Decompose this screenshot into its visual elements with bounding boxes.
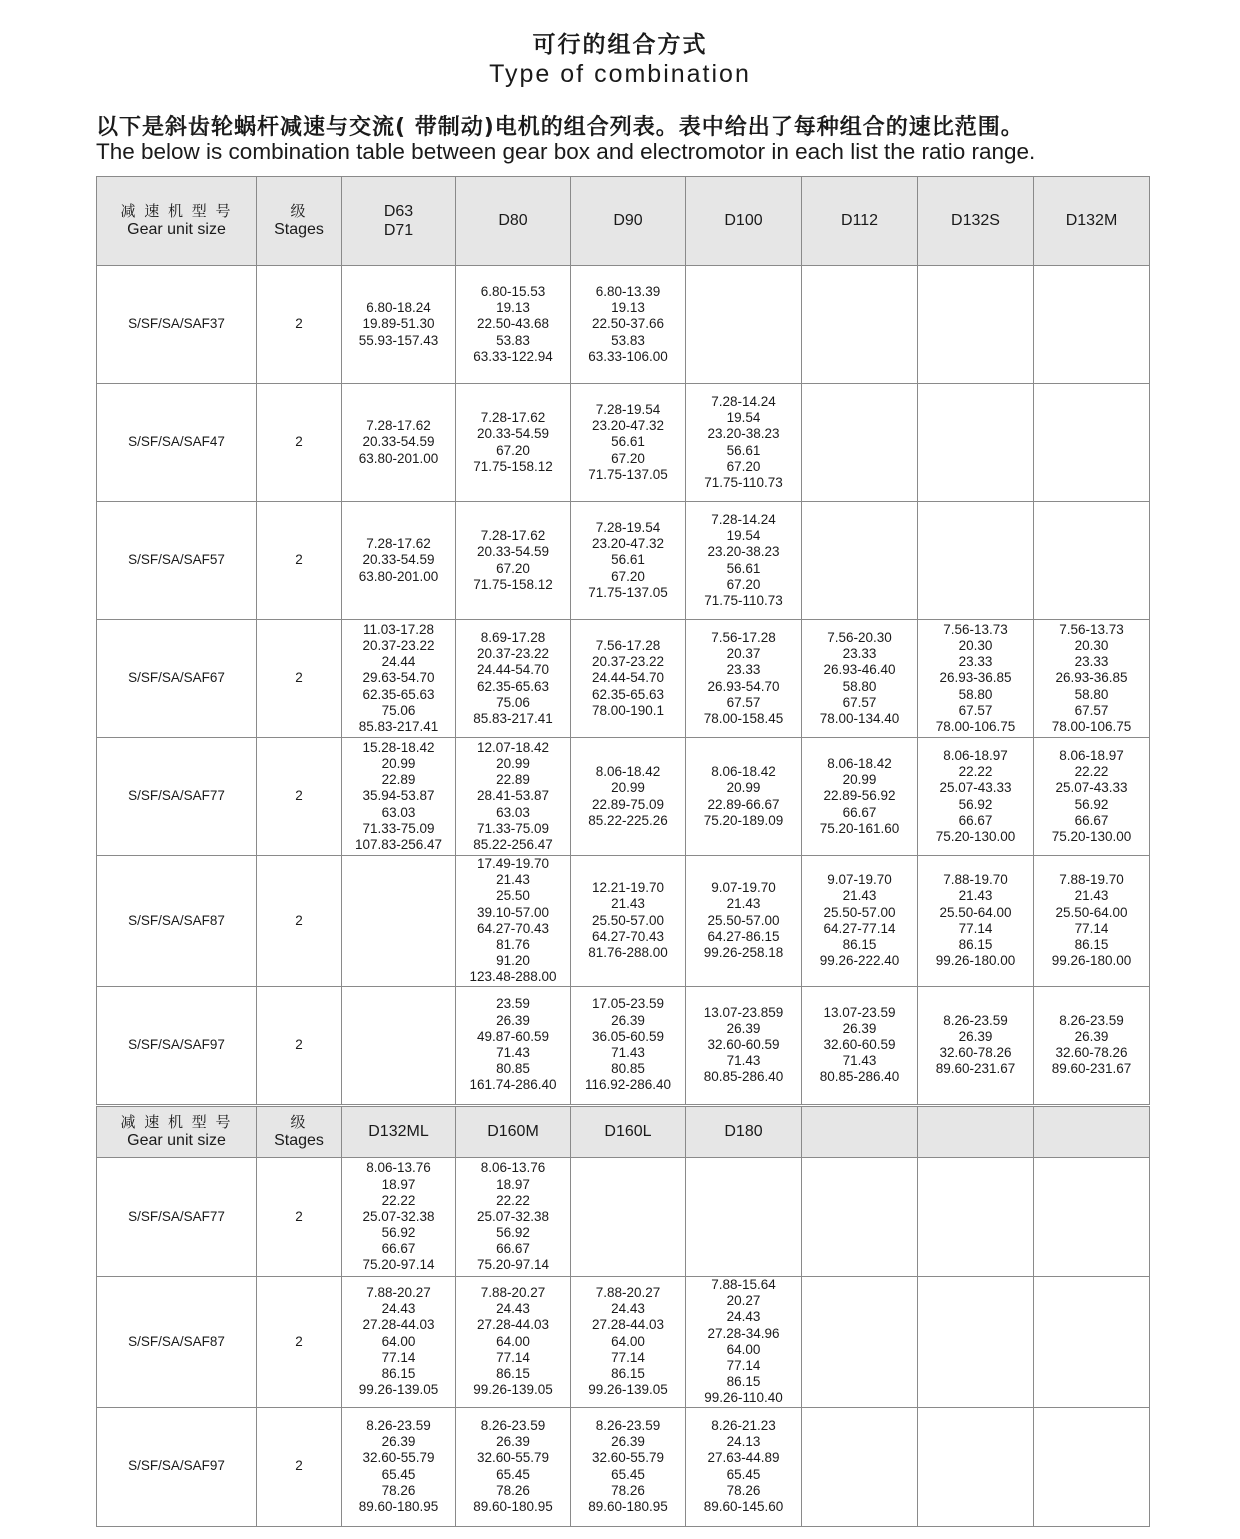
ratio-cell: 7.28-17.62 20.33-54.59 67.20 71.75-158.12: [456, 384, 571, 502]
gear-unit-cell: S/SF/SA/SAF37: [97, 266, 257, 384]
stages-cell: 2: [257, 620, 342, 738]
ratio-cell: 9.07-19.70 21.43 25.50-57.00 64.27-77.14 86.15 99.26-222.40: [802, 856, 918, 987]
gear-unit-cell: S/SF/SA/SAF97: [97, 1407, 257, 1526]
ratio-cell: [686, 1158, 802, 1277]
stages-cell: 2: [257, 986, 342, 1104]
page-title-cn: 可行的组合方式: [532, 32, 708, 58]
gear-unit-cell: S/SF/SA/SAF97: [97, 986, 257, 1104]
stages-cell: 2: [257, 502, 342, 620]
ratio-cell: 8.26-23.59 26.39 32.60-78.26 89.60-231.67: [1034, 986, 1150, 1104]
ratio-cell: 11.03-17.28 20.37-23.22 24.44 29.63-54.70 62.35-65.63 75.06 85.83-217.41: [342, 620, 456, 738]
ratio-cell: 12.07-18.42 20.99 22.89 28.41-53.87 63.03 71.33-75.09 85.22-256.47: [456, 738, 571, 856]
ratio-cell: 6.80-18.24 19.89-51.30 55.93-157.43: [342, 266, 456, 384]
ratio-cell: 7.88-19.70 21.43 25.50-64.00 77.14 86.15 99.26-180.00: [1034, 856, 1150, 987]
gear-unit-cell: S/SF/SA/SAF47: [97, 384, 257, 502]
ratio-cell: [342, 986, 456, 1104]
ratio-cell: 8.26-23.59 26.39 32.60-55.79 65.45 78.26 89.60-180.95: [571, 1407, 686, 1526]
ratio-cell: [1034, 1277, 1150, 1408]
ratio-cell: [918, 1407, 1034, 1526]
table-row: [97, 502, 1150, 620]
stages-header-cn: 级: [290, 202, 308, 221]
ratio-cell: [802, 1407, 918, 1526]
ratio-cell: [918, 384, 1034, 502]
ratio-cell: 8.26-21.23 24.13 27.63-44.89 65.45 78.26 89.60-145.60: [686, 1407, 802, 1526]
ratio-cell: [802, 266, 918, 384]
ratio-cell: 7.56-13.73 20.30 23.33 26.93-36.85 58.80 67.57 78.00-106.75: [918, 620, 1034, 738]
ratio-cell: 6.80-13.39 19.13 22.50-37.66 53.83 63.33-106.00: [571, 266, 686, 384]
stages-cell: 2: [257, 384, 342, 502]
gear-unit-size-header: [97, 1107, 257, 1158]
ratio-cell: 7.56-20.30 23.33 26.93-46.40 58.80 67.57 78.00-134.40: [802, 620, 918, 738]
table-header-row: [97, 1107, 1150, 1158]
gear-unit-cell: S/SF/SA/SAF87: [97, 856, 257, 987]
ratio-cell: 7.28-17.62 20.33-54.59 67.20 71.75-158.12: [456, 502, 571, 620]
stages-header: [257, 177, 342, 266]
stages-header-cn: 级: [290, 1113, 308, 1132]
ratio-cell: 8.06-18.42 20.99 22.89-75.09 85.22-225.26: [571, 738, 686, 856]
motor-header: D80: [456, 177, 571, 266]
ratio-cell: 13.07-23.59 26.39 32.60-60.59 71.43 80.85-286.40: [802, 986, 918, 1104]
motor-header: D160L: [571, 1107, 686, 1158]
ratio-cell: [918, 502, 1034, 620]
ratio-cell: 15.28-18.42 20.99 22.89 35.94-53.87 63.03 71.33-75.09 107.83-256.47: [342, 738, 456, 856]
ratio-cell: 7.28-17.62 20.33-54.59 63.80-201.00: [342, 384, 456, 502]
ratio-cell: 8.06-13.76 18.97 22.22 25.07-32.38 56.92 66.67 75.20-97.14: [342, 1158, 456, 1277]
ratio-cell: [1034, 502, 1150, 620]
stages-header-en: Stages: [274, 221, 324, 239]
intro-text-en: The below is combination table between gear box and electromotor in each list the ratio range.: [96, 139, 1036, 164]
ratio-cell: 9.07-19.70 21.43 25.50-57.00 64.27-86.15 99.26-258.18: [686, 856, 802, 987]
ratio-cell: [1034, 1158, 1150, 1277]
gear-unit-cell: S/SF/SA/SAF87: [97, 1277, 257, 1408]
gear-unit-size-header-en: Gear unit size: [127, 221, 226, 239]
motor-header: [918, 1107, 1034, 1158]
motor-header: D132ML: [342, 1107, 456, 1158]
combination-table-1: [96, 176, 1150, 1105]
ratio-cell: 7.56-13.73 20.30 23.33 26.93-36.85 58.80 67.57 78.00-106.75: [1034, 620, 1150, 738]
ratio-cell: 7.28-14.24 19.54 23.20-38.23 56.61 67.20 71.75-110.73: [686, 502, 802, 620]
stages-cell: 2: [257, 738, 342, 856]
page-title-en: Type of combination: [489, 60, 751, 88]
ratio-cell: 13.07-23.859 26.39 32.60-60.59 71.43 80.85-286.40: [686, 986, 802, 1104]
ratio-cell: [1034, 1407, 1150, 1526]
gear-unit-cell: S/SF/SA/SAF57: [97, 502, 257, 620]
ratio-cell: [918, 1277, 1034, 1408]
ratio-cell: [571, 1158, 686, 1277]
ratio-cell: 8.69-17.28 20.37-23.22 24.44-54.70 62.35-65.63 75.06 85.83-217.41: [456, 620, 571, 738]
table-row: [97, 738, 1150, 856]
motor-header: D132M: [1034, 177, 1150, 266]
gear-unit-size-header-cn: 减 速 机 型 号: [120, 202, 233, 221]
ratio-cell: [686, 266, 802, 384]
ratio-cell: 8.26-23.59 26.39 32.60-55.79 65.45 78.26 89.60-180.95: [456, 1407, 571, 1526]
ratio-cell: [802, 384, 918, 502]
combination-table-2: [96, 1106, 1150, 1527]
motor-header: [1034, 1107, 1150, 1158]
stages-cell: 2: [257, 1277, 342, 1408]
ratio-cell: 7.56-17.28 20.37 23.33 26.93-54.70 67.57 78.00-158.45: [686, 620, 802, 738]
gear-unit-size-header-cn: 减 速 机 型 号: [120, 1113, 233, 1132]
ratio-cell: 7.88-15.64 20.27 24.43 27.28-34.96 64.00 77.14 86.15 99.26-110.40: [686, 1277, 802, 1408]
ratio-cell: 8.06-18.97 22.22 25.07-43.33 56.92 66.67 75.20-130.00: [918, 738, 1034, 856]
gear-unit-cell: S/SF/SA/SAF67: [97, 620, 257, 738]
ratio-cell: 7.56-17.28 20.37-23.22 24.44-54.70 62.35-65.63 78.00-190.1: [571, 620, 686, 738]
ratio-cell: 7.28-14.24 19.54 23.20-38.23 56.61 67.20 71.75-110.73: [686, 384, 802, 502]
gear-unit-cell: S/SF/SA/SAF77: [97, 738, 257, 856]
ratio-cell: 7.28-19.54 23.20-47.32 56.61 67.20 71.75-137.05: [571, 384, 686, 502]
ratio-cell: 23.59 26.39 49.87-60.59 71.43 80.85 161.74-286.40: [456, 986, 571, 1104]
ratio-cell: [802, 1277, 918, 1408]
table-row: [97, 1277, 1150, 1408]
ratio-cell: [802, 1158, 918, 1277]
table-row: [97, 986, 1150, 1104]
ratio-cell: 7.88-19.70 21.43 25.50-64.00 77.14 86.15 99.26-180.00: [918, 856, 1034, 987]
ratio-cell: [802, 502, 918, 620]
ratio-cell: 8.26-23.59 26.39 32.60-55.79 65.45 78.26 89.60-180.95: [342, 1407, 456, 1526]
intro-text-cn: 以下是斜齿轮蜗杆减速与交流( 带制动)电机的组合列表。表中给出了每种组合的速比范围。: [96, 115, 1024, 140]
stages-cell: 2: [257, 1407, 342, 1526]
table-row: [97, 856, 1150, 987]
ratio-cell: 8.26-23.59 26.39 32.60-78.26 89.60-231.67: [918, 986, 1034, 1104]
ratio-cell: 17.05-23.59 26.39 36.05-60.59 71.43 80.85 116.92-286.40: [571, 986, 686, 1104]
ratio-cell: [1034, 384, 1150, 502]
gear-unit-size-header-en: Gear unit size: [127, 1132, 226, 1150]
ratio-cell: 17.49-19.70 21.43 25.50 39.10-57.00 64.27-70.43 81.76 91.20 123.48-288.00: [456, 856, 571, 987]
ratio-cell: 12.21-19.70 21.43 25.50-57.00 64.27-70.43 81.76-288.00: [571, 856, 686, 987]
table-header-row: [97, 177, 1150, 266]
ratio-cell: [918, 266, 1034, 384]
gear-unit-size-header: [97, 177, 257, 266]
stages-cell: 2: [257, 266, 342, 384]
ratio-cell: 8.06-18.42 20.99 22.89-66.67 75.20-189.09: [686, 738, 802, 856]
ratio-cell: 7.88-20.27 24.43 27.28-44.03 64.00 77.14 86.15 99.26-139.05: [571, 1277, 686, 1408]
table-row: [97, 620, 1150, 738]
stages-header: [257, 1107, 342, 1158]
ratio-cell: 8.06-13.76 18.97 22.22 25.07-32.38 56.92 66.67 75.20-97.14: [456, 1158, 571, 1277]
table-row: [97, 384, 1150, 502]
motor-header: D112: [802, 177, 918, 266]
table-row: [97, 1158, 1150, 1277]
stages-cell: 2: [257, 856, 342, 987]
ratio-cell: 6.80-15.53 19.13 22.50-43.68 53.83 63.33-122.94: [456, 266, 571, 384]
ratio-cell: [342, 856, 456, 987]
ratio-cell: 7.28-17.62 20.33-54.59 63.80-201.00: [342, 502, 456, 620]
stages-cell: 2: [257, 1158, 342, 1277]
gear-unit-cell: S/SF/SA/SAF77: [97, 1158, 257, 1277]
ratio-cell: 7.88-20.27 24.43 27.28-44.03 64.00 77.14 86.15 99.26-139.05: [456, 1277, 571, 1408]
ratio-cell: 8.06-18.42 20.99 22.89-56.92 66.67 75.20-161.60: [802, 738, 918, 856]
motor-header: D63 D71: [342, 177, 456, 266]
motor-header: D100: [686, 177, 802, 266]
table-row: [97, 266, 1150, 384]
motor-header: D132S: [918, 177, 1034, 266]
ratio-cell: 8.06-18.97 22.22 25.07-43.33 56.92 66.67 75.20-130.00: [1034, 738, 1150, 856]
table-row: [97, 1407, 1150, 1526]
motor-header: D90: [571, 177, 686, 266]
ratio-cell: [918, 1158, 1034, 1277]
motor-header: D160M: [456, 1107, 571, 1158]
stages-header-en: Stages: [274, 1132, 324, 1150]
ratio-cell: 7.88-20.27 24.43 27.28-44.03 64.00 77.14 86.15 99.26-139.05: [342, 1277, 456, 1408]
ratio-cell: 7.28-19.54 23.20-47.32 56.61 67.20 71.75-137.05: [571, 502, 686, 620]
ratio-cell: [1034, 266, 1150, 384]
motor-header: D180: [686, 1107, 802, 1158]
motor-header: [802, 1107, 918, 1158]
